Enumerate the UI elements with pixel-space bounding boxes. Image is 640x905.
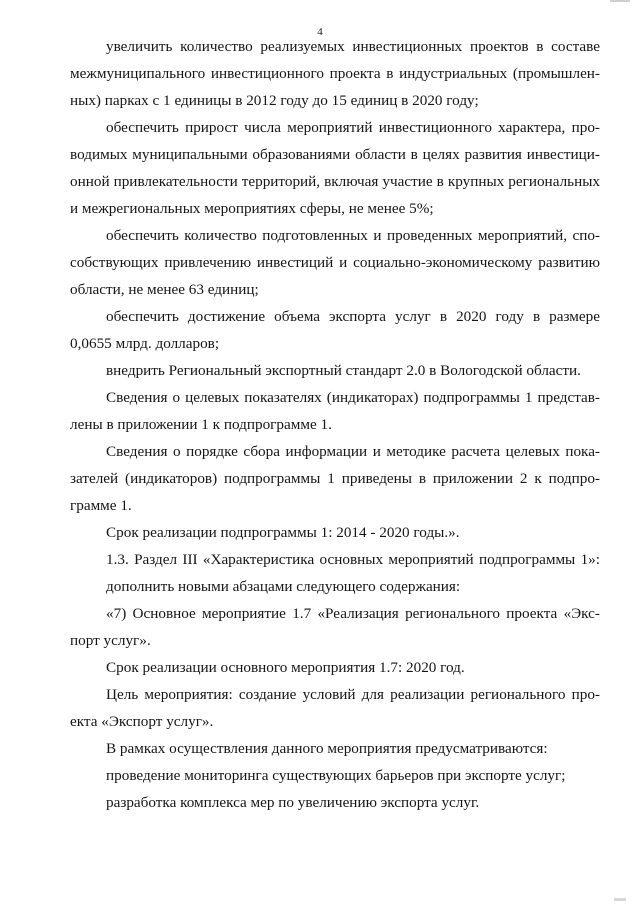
text-line: обеспечить достижение объема экспорта услуг в 2020 году в размере (106, 308, 600, 325)
text-line: внедрить Региональный экспортный стандарт 2.0 в Вологодской области. (106, 362, 581, 379)
text-line: водимых муниципальными образованиями области в целях развития инвестици- (70, 146, 600, 163)
text-line: зателей (индикаторов) подпрограммы 1 приведены в приложении 2 к подпро- (70, 470, 600, 487)
scan-mark (614, 898, 626, 901)
text-line: обеспечить количество подготовленных и проведенных мероприятий, спо- (106, 227, 600, 244)
text-line: проведение мониторинга существующих барьеров при экспорте услуг; (106, 767, 566, 784)
text-line: Сведения о порядке сбора информации и методике расчета целевых пока- (106, 443, 600, 460)
text-line: собствующих привлечению инвестиций и социально-экономическому развитию (70, 254, 600, 271)
text-line: грамме 1. (70, 497, 132, 514)
scan-mark (610, 0, 630, 2)
text-line: В рамках осуществления данного мероприятия предусматриваются: (106, 740, 548, 757)
text-line: 0,0655 млрд. долларов; (70, 335, 220, 352)
text-line: Срок реализации основного мероприятия 1.7: 2020 год. (106, 659, 465, 676)
text-line: екта «Экспорт услуг». (70, 713, 214, 730)
text-line: дополнить новыми абзацами следующего содержания: (106, 578, 461, 595)
text-line: разработка комплекса мер по увеличению экспорта услуг. (106, 794, 480, 811)
text-line: онной привлекательности территорий, включая участие в крупных региональных (70, 173, 600, 190)
text-line: увеличить количество реализуемых инвестиционных проектов в составе (106, 38, 600, 55)
text-line: Сведения о целевых показателях (индикаторах) подпрограммы 1 представ- (106, 389, 600, 406)
text-line: Цель мероприятия: создание условий для реализации регионального про- (106, 686, 600, 703)
text-line: обеспечить прирост числа мероприятий инвестиционного характера, про- (106, 119, 600, 136)
text-line: лены в приложении 1 к подпрограмме 1. (70, 416, 332, 433)
text-line: «7) Основное мероприятие 1.7 «Реализация регионального проекта «Экс- (106, 605, 600, 622)
text-line: межмуниципального инвестиционного проекта в индустриальных (промышлен- (70, 65, 600, 82)
text-line: и межрегиональных мероприятиях сферы, не менее 5%; (70, 200, 434, 217)
text-line: порт услуг». (70, 632, 151, 649)
text-line: ных) парках с 1 единицы в 2012 году до 15 единиц в 2020 году; (70, 92, 479, 109)
text-line: Срок реализации подпрограммы 1: 2014 - 2020 годы.». (106, 524, 460, 541)
text-line: области, не менее 63 единиц; (70, 281, 259, 298)
page-number: 4 (317, 26, 323, 38)
text-line: 1.3. Раздел III «Характеристика основных мероприятий подпрограммы 1»: (106, 551, 600, 568)
